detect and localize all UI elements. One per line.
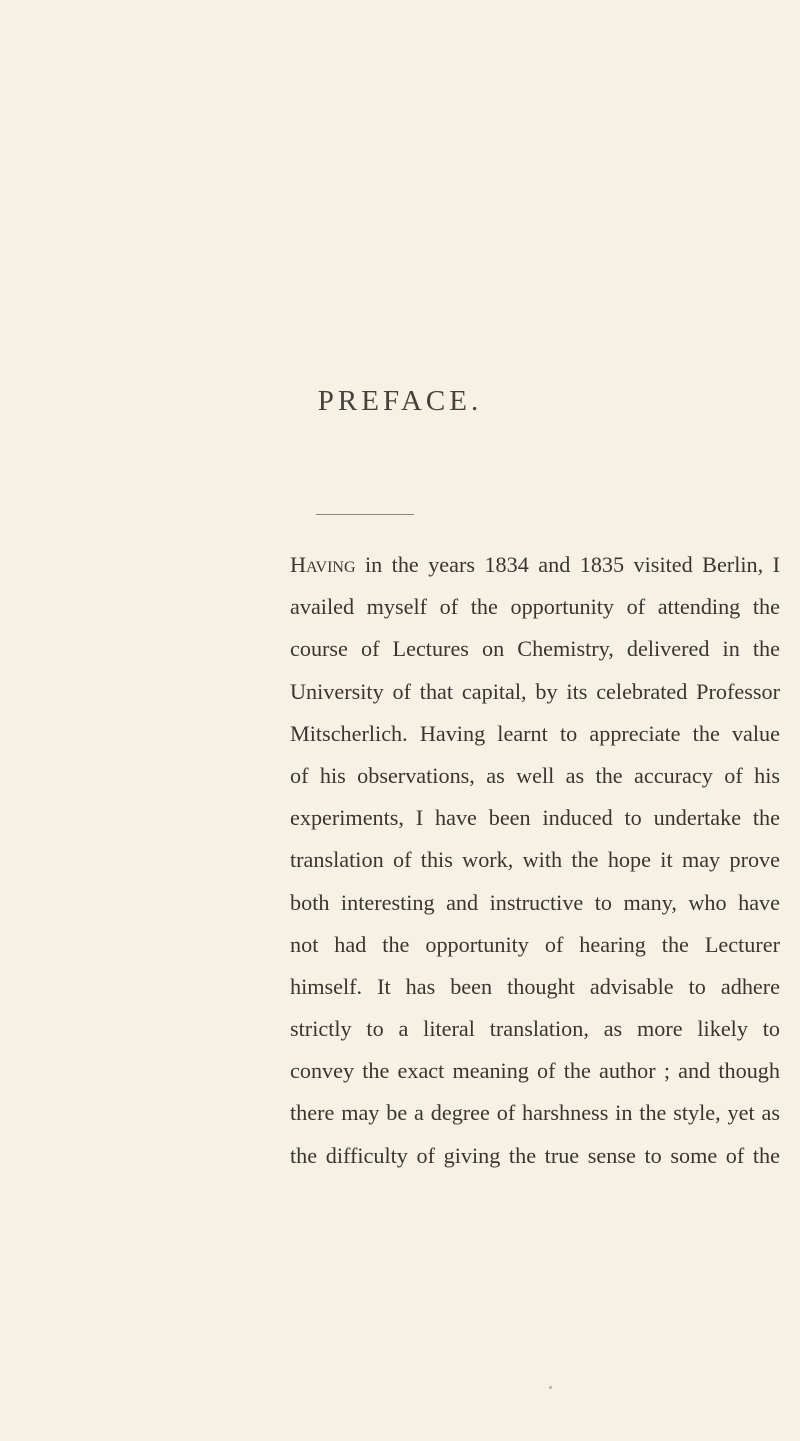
paragraph-line: translation of this work, with the hope it may prove [290, 847, 780, 873]
heading-divider [316, 514, 414, 515]
page-heading: PREFACE. [317, 385, 483, 417]
paragraph-line: convey the exact meaning of the author ; and though [290, 1058, 780, 1084]
paragraph-line: of his observations, as well as the accuracy of his [290, 762, 780, 788]
paragraph-line-text: in the years 1834 and 1835 visited Berlin, I [355, 552, 780, 577]
paragraph-line: availed myself of the opportunity of attending the [290, 594, 780, 620]
paragraph-line: course of Lectures on Chemistry, delivered in the [290, 636, 780, 662]
paragraph-line: experiments, I have been induced to undertake the [290, 805, 780, 831]
paragraph-line: himself. It has been thought advisable to adhere [290, 973, 780, 999]
paragraph-line: not had the opportunity of hearing the Lecturer [290, 931, 780, 957]
preface-paragraph [290, 544, 780, 1177]
paragraph-line: strictly to a literal translation, as more likely to [290, 1016, 780, 1042]
opening-word: Having [290, 552, 356, 577]
paragraph-line: the difficulty of giving the true sense to some of the [290, 1142, 780, 1168]
paragraph-line: Mitscherlich. Having learnt to appreciate the value [290, 720, 780, 746]
paragraph-line: there may be a degree of harshness in the style, yet as [290, 1100, 780, 1126]
paragraph-line [290, 544, 780, 586]
paper-speck [549, 1386, 552, 1389]
paragraph-line: University of that capital, by its celebrated Professor [290, 678, 780, 704]
paragraph-line: both interesting and instructive to many, who have [290, 889, 780, 915]
